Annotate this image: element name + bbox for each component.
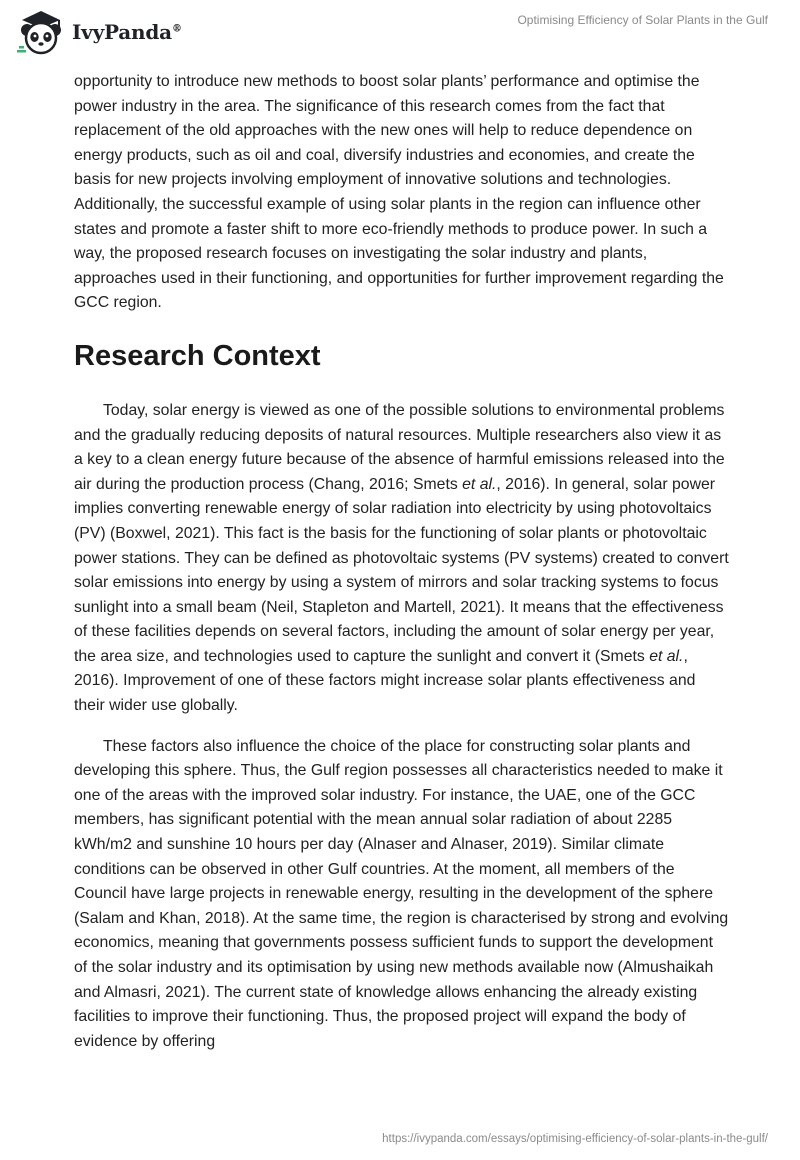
text-run: Today, solar energy is viewed as one of the possible solutions to environmental problems and the gradually reducing deposits of natural resources. Multiple researchers also view it as a key to a clean energy future because of the absence of harmful emissions released into the air during the production process (Chang, 2016; Smets — [74, 401, 725, 493]
paragraph-intro: opportunity to introduce new methods to boost solar plants’ performance and optimise the power industry in the area. The significance of this research comes from the fact that replacement of the old approaches with the new ones will help to reduce dependence on energy products, such as oil and coal, diversify industries and economies, and create the basis for new projects involving employment of innovative solutions and technologies. Additionally, the successful example of using solar plants in the region can influence other states and promote a faster shift to more eco-friendly methods to produce power. In such a way, the proposed research focuses on investigating the solar industry and plants, approaches used in their functioning, and opportunities for further improvement regarding the GCC region. — [74, 73, 724, 312]
italic-citation: et al. — [649, 647, 684, 665]
document-title: Optimising Efficiency of Solar Plants in the Gulf — [517, 13, 768, 27]
paragraph-research-context-2: These factors also influence the choice of the place for constructing solar plants and developing this sphere. Thus, the Gulf region possesses all characteristics needed to make it one of the areas with the improved solar industry. For instance, the UAE, one of the GCC members, has significant potential with the mean annual solar radiation of about 2285 kWh/m2 and sunshine 10 hours per day (Alnaser and Alnaser, 2019). Similar climate conditions can be observed in other Gulf countries. At the moment, all members of the Council have large projects in renewable energy, resulting in the development of the sphere (Salam and Khan, 2018). At the same time, the region is characterised by strong and evolving economics, meaning that governments possess sufficient funds to support the development of the solar industry and its optimisation by using new methods available now (Almushaikah and Almasri, 2021). The current state of knowledge allows enhancing the already existing facilities to improve their functioning. Thus, the proposed project will expand the body of evidence by offering — [74, 737, 729, 1050]
italic-citation: et al. — [462, 475, 497, 493]
registered-mark: ® — [171, 23, 182, 35]
panda-logo-icon — [14, 8, 66, 56]
source-url[interactable]: https://ivypanda.com/essays/optimising-efficiency-of-solar-plants-in-the-gulf/ — [382, 1133, 768, 1145]
ivypanda-logo[interactable] — [14, 8, 182, 56]
text-run: , 2016). Improvement of one of these factors might increase solar plants effectiveness and their wider use globally. — [74, 647, 696, 715]
paragraph-research-context-1 — [74, 399, 730, 719]
page-header — [0, 0, 800, 70]
text-run: , 2016). In general, solar power implies converting renewable energy of solar radiation into electricity by using photovoltaics (PV) (Boxwel, 2021). This fact is the basis for the functioning of solar plants or photovoltaic power stations. They can be defined as photovoltaic systems (PV systems) created to convert solar emissions into energy by using a system of mirrors and solar tracking systems to focus sunlight into a small beam (Neil, Stapleton and Martell, 2021). It means that the effectiveness of these facilities depends on several factors, including the amount of solar energy per year, the area size, and technologies used to capture the sunlight and convert it (Smets — [74, 475, 729, 665]
essay-body — [74, 70, 730, 1070]
section-heading: Research Context — [74, 339, 321, 372]
brand-name — [72, 20, 182, 44]
brand-text: IvyPanda — [72, 20, 172, 44]
